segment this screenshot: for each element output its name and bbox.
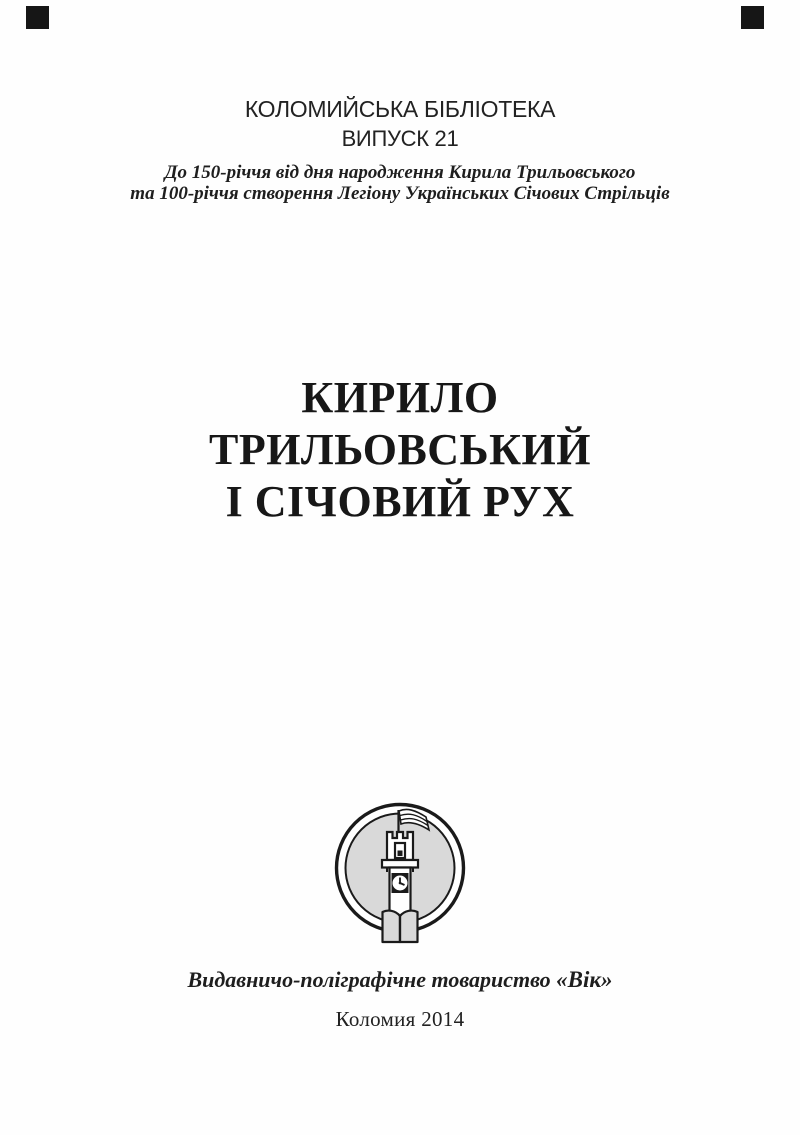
- issue-number: ВИПУСК 21: [341, 126, 459, 151]
- book-title-line-1: КИРИЛО: [301, 373, 499, 422]
- scan-mark-top-left: [26, 6, 49, 29]
- dedication: [0, 162, 800, 204]
- book-title-line-3: І СІЧОВИЙ РУХ: [225, 477, 575, 526]
- tower-book-emblem-icon: [325, 798, 475, 950]
- scan-mark-top-right: [741, 6, 764, 29]
- dedication-line-1: До 150-річчя від дня народження Кирила Трильовського: [164, 162, 636, 183]
- dedication-line-2: та 100-річчя створення Легіону Українських Січових Стрільців: [130, 183, 670, 204]
- publisher-logo: [325, 798, 475, 950]
- city-year: Коломия 2014: [335, 1007, 465, 1031]
- publisher-line: [0, 967, 800, 993]
- book-title: [0, 372, 800, 528]
- series-title: КОЛОМИЙСЬКА БІБЛІОТЕКА: [244, 96, 556, 122]
- book-title-line-2: ТРИЛЬОВСЬКИЙ: [208, 425, 592, 474]
- publisher-label: Видавничо-поліграфічне товариство: [187, 967, 557, 992]
- publisher-name: «Вік»: [556, 967, 613, 992]
